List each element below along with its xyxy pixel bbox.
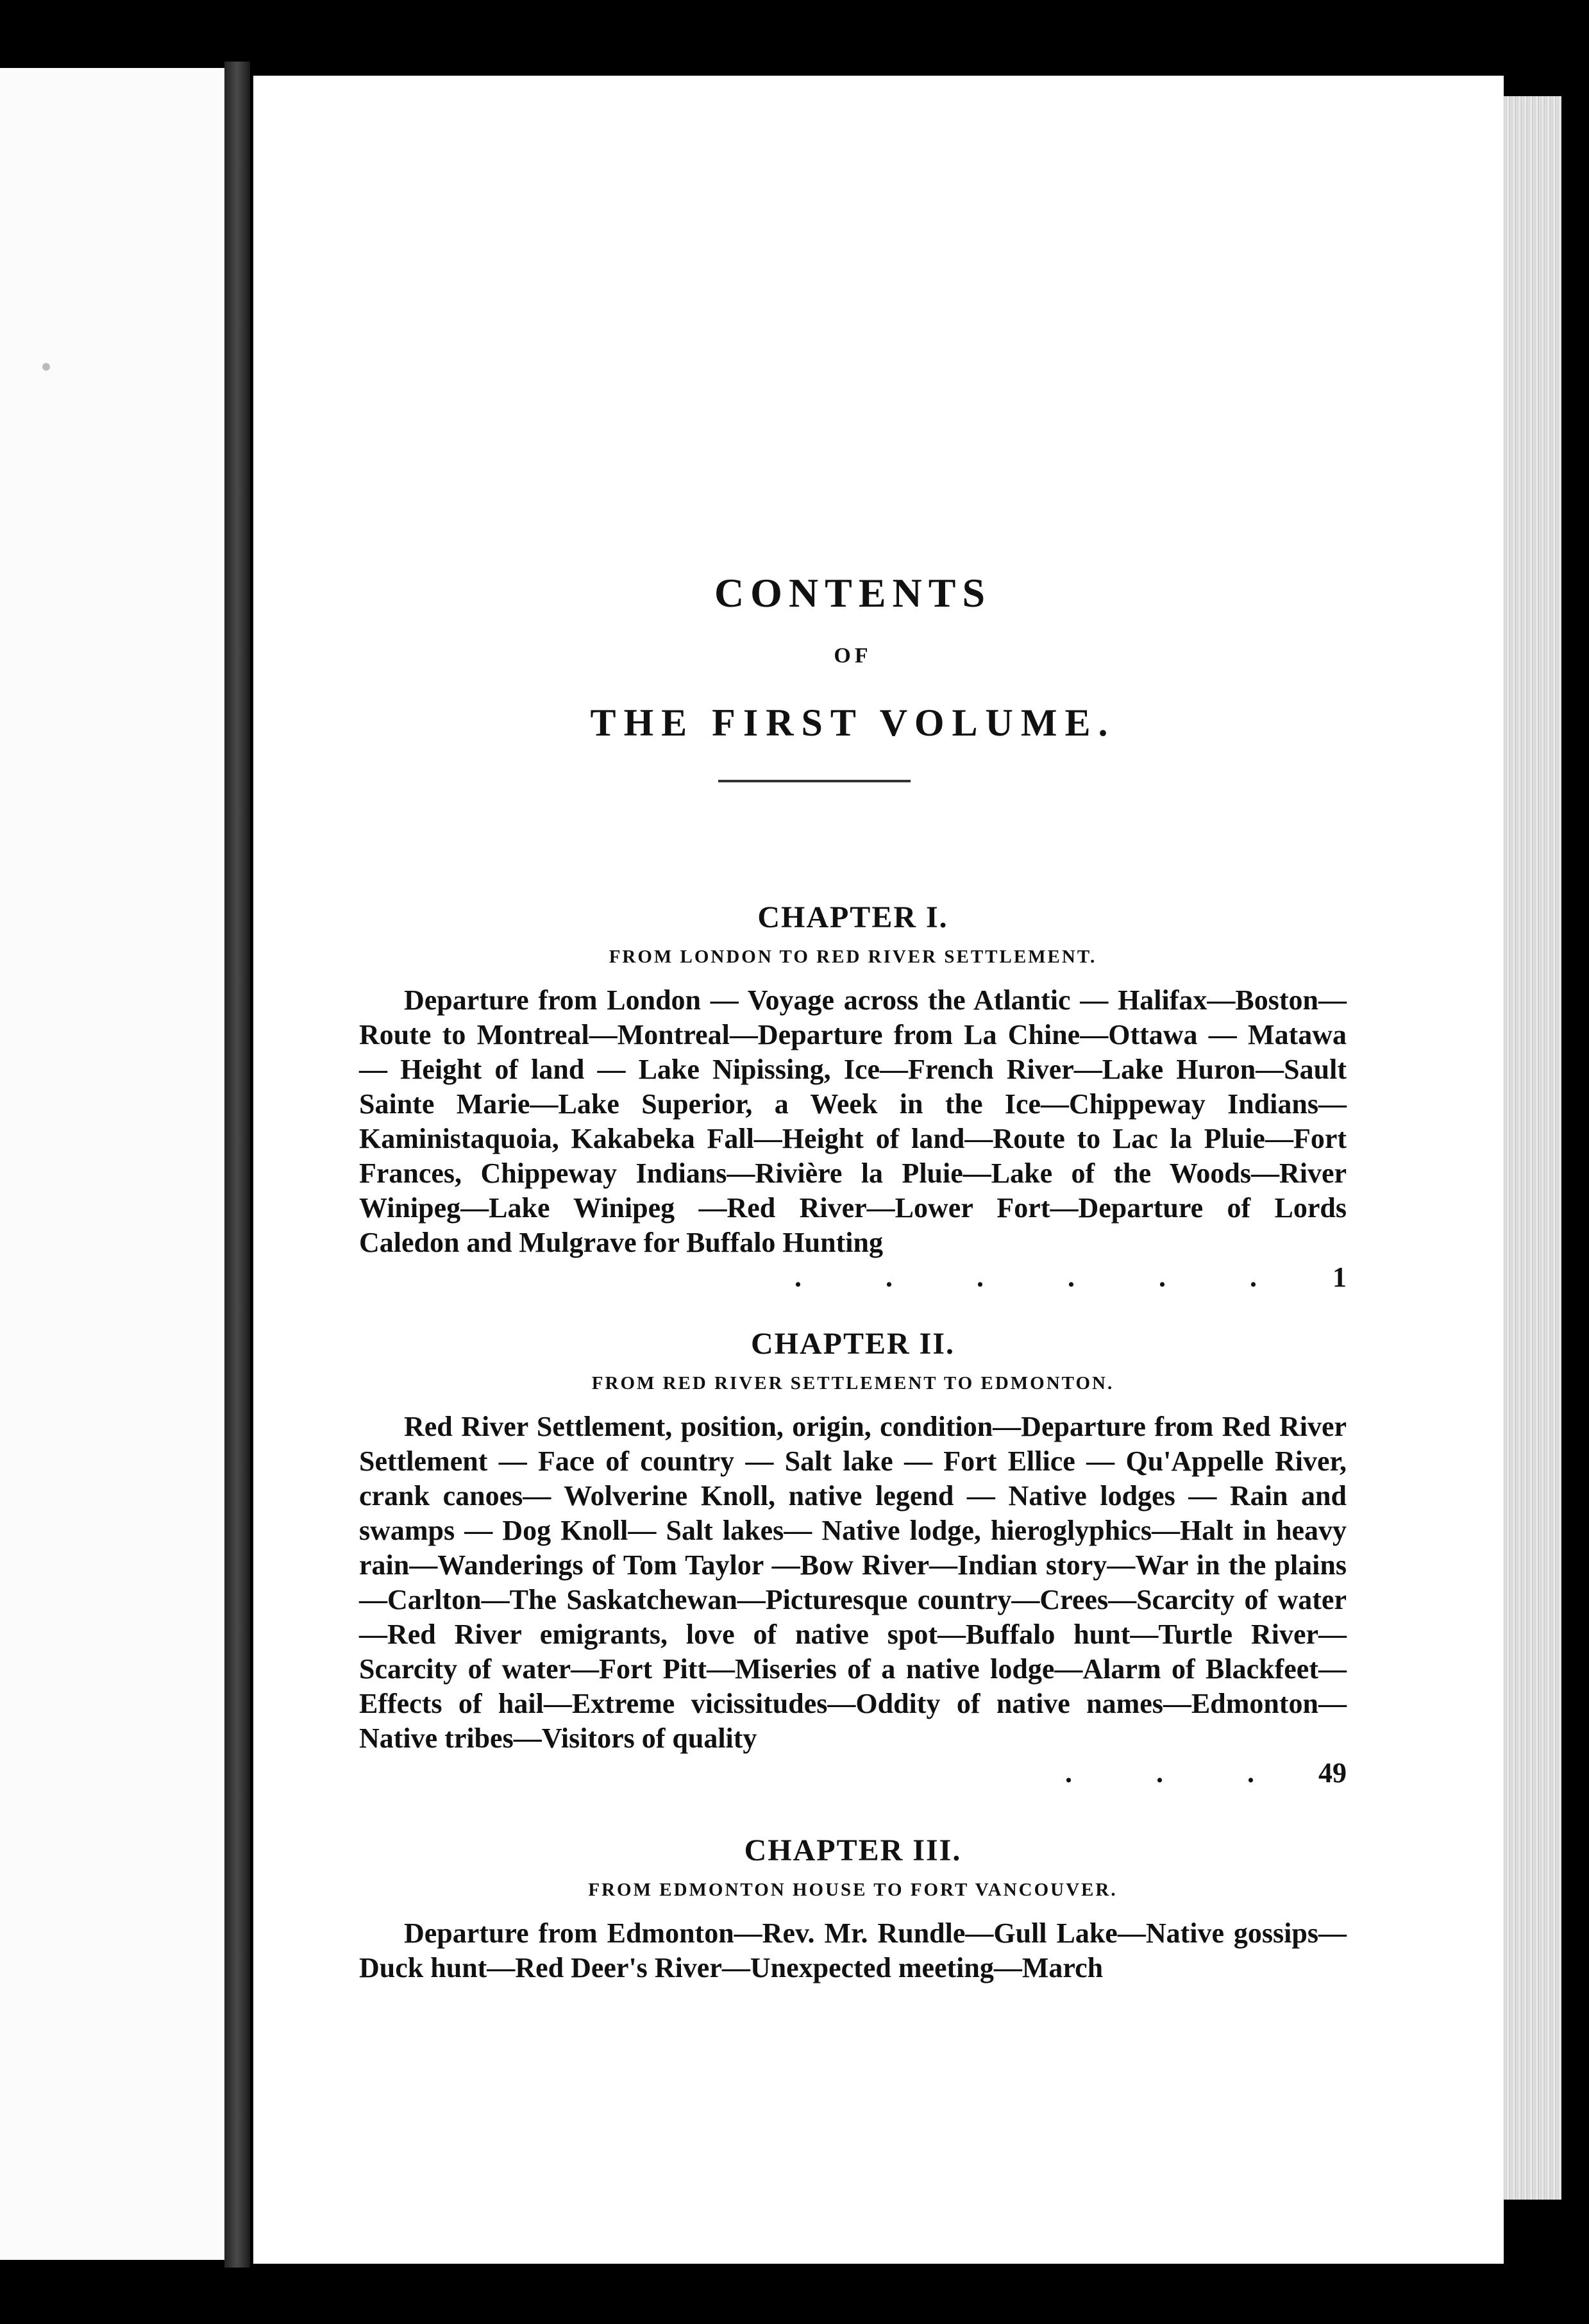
page-title: CONTENTS [714,570,992,616]
chapter-1 [359,900,1347,1295]
page-blemish [42,363,50,371]
chapter-2 [359,1326,1347,1790]
page-number: 49 [1318,1757,1347,1789]
page-subtitle: THE FIRST VOLUME. [590,702,1116,744]
chapter-summary [359,1916,1347,1985]
book-page [253,76,1504,2264]
book-gutter [224,62,250,2268]
title-rule [718,780,911,782]
chapter-summary [359,1410,1347,1790]
title-connector: OF [834,644,872,668]
page-reference [359,1756,1347,1790]
chapter-heading: CHAPTER II. [750,1327,955,1361]
summary-text: Departure from London — Voyage across the Atlantic — Halifax—Boston—Route to Montreal—Montreal—Departure from La Chine—Ottawa — Matawa — Height of land — Lake Nipissing, Ice—French River—Lake Huron—Sault Sainte Marie—Lake Superior, a Week in the Ice—Chippeway Indians—Kaministaquoia, Kakabeka Fall—Height of land—Route to Lac la Pluie—Fort Frances, Chippeway Indians—Rivière la Pluie—Lake of the Woods—River Winipeg—Lake Winipeg —Red River—Lower Fort—Departure of Lords Caledon and Mulgrave for Buffalo Hunting [359,984,1347,1258]
chapter-heading: CHAPTER III. [744,1833,962,1867]
left-page [0,68,224,2260]
summary-text: Red River Settlement, position, origin, condition—Departure from Red River Settlement — Face of country — Salt lake — Fort Ellice — Qu'Appelle River, crank canoes— Wolverine Knoll, native legend — Native lodges — Rain and swamps — Dog Knoll— Salt lakes— Native lodge, hieroglyphics—Halt in heavy rain—Wanderings of Tom Taylor —Bow River—Indian story—War in the plains—Carlton—The Saskatchewan—Picturesque country—Crees—Scarcity of water—Red River emigrants, love of native spot—Buffalo hunt—Turtle River—Scarcity of water—Fort Pitt—Miseries of a native lodge—Alarm of Blackfeet—Effects of hail—Extreme vicissitudes—Oddity of native names—Edmonton—Native tribes—Visitors of quality [359,1411,1347,1754]
chapter-subheading: FROM RED RIVER SETTLEMENT TO EDMONTON. [591,1373,1114,1394]
summary-text: Departure from Edmonton—Rev. Mr. Rundle—Gull Lake—Native gossips—Duck hunt—Red Deer's River—Unexpected meeting—March [359,1917,1347,1983]
page-number: 1 [1333,1261,1347,1293]
dot-leader: . . . [1065,1757,1293,1789]
page-reference [359,1260,1347,1295]
chapter-3 [359,1833,1347,1985]
chapter-summary [359,983,1347,1295]
chapter-heading: CHAPTER I. [757,900,948,934]
chapter-subheading: FROM LONDON TO RED RIVER SETTLEMENT. [609,947,1097,967]
dot-leader: . . . . . . [794,1261,1295,1293]
chapter-subheading: FROM EDMONTON HOUSE TO FORT VANCOUVER. [588,1880,1118,1900]
